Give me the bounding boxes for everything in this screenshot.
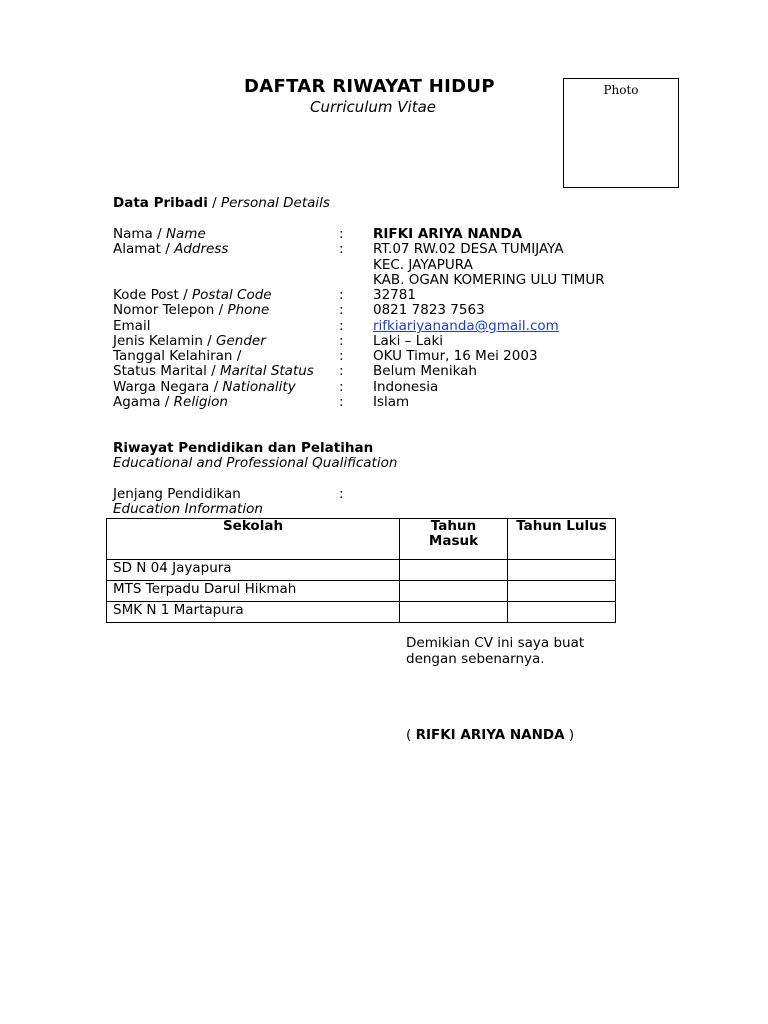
document-title: DAFTAR RIWAYAT HIDUP [244,76,495,97]
colon: : [339,363,344,379]
end-year-cell [508,581,616,602]
phone-value: 0821 7823 7563 [373,302,485,318]
signature: ( RIFKI ARIYA NANDA ) [406,727,575,743]
start-year-cell [400,602,508,623]
colon: : [339,287,344,303]
colon: : [339,333,344,349]
education-table [106,518,616,623]
photo-box [563,78,679,188]
table-row [107,560,616,581]
header-end-year: Tahun Lulus [508,519,616,560]
phone-label: Nomor Telepon / Phone [113,302,270,318]
name-value: RIFKI ARIYA NANDA [373,226,523,242]
photo-label: Photo [603,83,639,97]
end-year-cell [508,560,616,581]
name-label: Nama / Name [113,226,206,242]
marital-label: Status Marital / Marital Status [113,363,314,379]
school-cell: SMK N 1 Martapura [107,602,400,623]
start-year-cell [400,560,508,581]
colon: : [339,394,344,410]
start-year-cell [400,581,508,602]
address-line-1: RT.07 RW.02 DESA TUMIJAYA [373,241,564,257]
personal-heading-en: Personal Details [220,195,330,211]
education-section-subheading: Educational and Professional Qualification [113,455,398,471]
signature-name: RIFKI ARIYA NANDA [415,727,565,743]
religion-value: Islam [373,394,410,410]
header-start-year: Tahun Masuk [400,519,508,560]
address-line-2: KEC. JAYAPURA [373,257,473,273]
colon: : [339,241,344,257]
gender-value: Laki – Laki [373,333,444,349]
colon: : [339,302,344,318]
colon: : [339,348,344,364]
birth-label: Tanggal Kelahiran / [113,348,242,364]
closing-statement-line-1: Demikian CV ini saya buat [406,635,585,651]
birth-value: OKU Timur, 16 Mei 2003 [373,348,538,364]
colon: : [339,318,344,334]
marital-value: Belum Menikah [373,363,477,379]
school-cell: SD N 04 Jayapura [107,560,400,581]
colon: : [339,226,344,242]
address-line-3: KAB. OGAN KOMERING ULU TIMUR [373,272,605,288]
personal-heading-id: Data Pribadi [113,195,208,211]
personal-section-heading: Data Pribadi / Personal Details [113,195,330,211]
address-label: Alamat / Address [113,241,229,257]
education-level-label-en: Education Information [113,501,263,517]
postal-value: 32781 [373,287,416,303]
education-table-header [107,519,616,560]
postal-label: Kode Post / Postal Code [113,287,272,303]
education-section-heading: Riwayat Pendidikan dan Pelatihan [113,440,374,456]
table-row [107,581,616,602]
school-cell: MTS Terpadu Darul Hikmah [107,581,400,602]
nationality-value: Indonesia [373,379,439,395]
closing-statement-line-2: dengan sebenarnya. [406,651,545,667]
header-school: Sekolah [107,519,400,560]
email-label: Email [113,318,151,334]
table-row [107,602,616,623]
nationality-label: Warga Negara / Nationality [113,379,296,395]
document-subtitle: Curriculum Vitae [310,98,437,116]
colon: : [339,379,344,395]
colon: : [339,486,344,502]
end-year-cell [508,602,616,623]
education-level-label: Jenjang Pendidikan [113,486,241,502]
religion-label: Agama / Religion [113,394,228,410]
gender-label: Jenis Kelamin / Gender [113,333,266,349]
email-link[interactable]: rifkiariyananda@gmail.com [373,318,559,334]
